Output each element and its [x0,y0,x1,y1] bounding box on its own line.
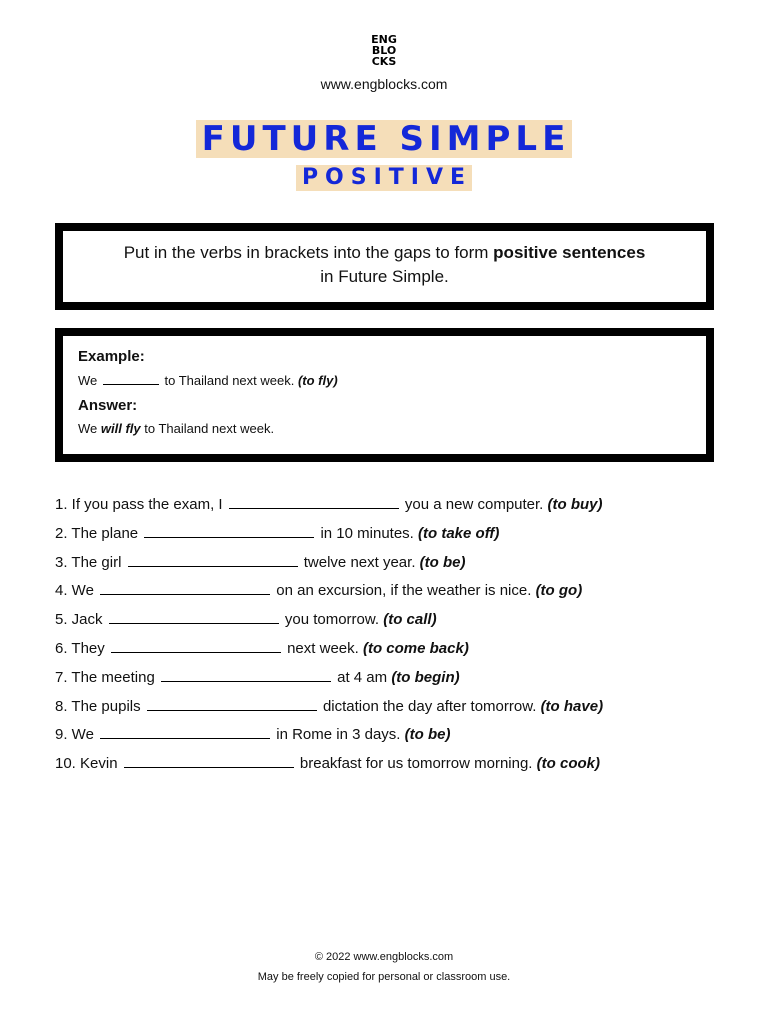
example-blank [103,372,159,385]
item-text: 4. We [55,582,99,600]
footer-copyright: © 2022 www.engblocks.com [314,951,454,963]
subtitle-wrap [0,165,768,191]
answer-blank[interactable] [128,552,298,567]
example-hint: (to fly) [297,373,338,388]
item-text: twelve next year. [299,553,420,571]
item-text: in 10 minutes. [316,524,419,542]
answer-blank[interactable] [100,724,270,739]
exercise-item [55,493,735,522]
instruction-text-2: in Future Simple. [320,267,449,286]
answer-blank[interactable] [109,609,279,624]
answer-bold: will fly [100,421,141,436]
logo-line-2: BLO [371,44,397,57]
exercise-item [55,608,735,637]
instruction-bold: positive sentences [493,243,646,262]
instruction-text: Put in the verbs in brackets into the gaps to form [123,243,494,262]
answer-blank[interactable] [147,696,317,711]
answer-blank[interactable] [124,753,294,768]
page-subtitle: POSITIVE [296,165,472,191]
example-box [55,328,714,462]
item-text: 7. The meeting [55,668,159,686]
item-hint: (to take off) [418,524,500,542]
exercise-item [55,551,735,580]
item-text: breakfast for us tomorrow morning. [295,755,537,773]
answer-blank[interactable] [111,638,281,653]
exercise-list [55,493,735,781]
exercise-item [55,752,735,781]
example-before: We [78,373,101,388]
exercise-item [55,522,735,551]
example-sentence [78,372,706,389]
item-hint: (to call) [383,611,437,629]
answer-before: We [78,421,101,436]
item-hint: (to be) [404,726,451,744]
item-hint: (to buy) [547,496,603,513]
exercise-item [55,666,735,695]
item-hint: (to begin) [391,668,460,686]
exercise-item [55,637,735,666]
item-hint: (to have) [540,697,604,715]
answer-sentence [78,421,706,437]
item-text: you tomorrow. [280,611,384,629]
item-text: 5. Jack [55,611,107,629]
instruction-box [55,223,714,310]
engblocks-logo [0,34,768,67]
answer-blank[interactable] [161,667,331,682]
item-hint: (to cook) [536,755,600,773]
item-text: 10. Kevin [55,755,122,773]
title-wrap [0,120,768,158]
item-text: next week. [282,639,363,657]
exercise-item [55,695,735,724]
logo-line-3: CKS [371,55,397,68]
item-text: on an excursion, if the weather is nice. [272,582,536,600]
answer-blank[interactable] [229,494,399,509]
example-after: to Thailand next week. [160,373,298,388]
item-hint: (to go) [535,582,583,600]
item-hint: (to be) [419,553,466,571]
item-text: 6. They [55,639,109,657]
item-text: dictation the day after tomorrow. [318,697,541,715]
answer-blank[interactable] [100,580,270,595]
item-text: 2. The plane [55,524,143,542]
footer-note: May be freely copied for personal or classroom use. [257,971,511,983]
logo-line-1: ENG [371,33,397,46]
answer-blank[interactable] [144,523,314,538]
item-text: 9. We [55,726,99,744]
item-text: you a new computer. [400,496,548,513]
exercise-item [55,723,735,752]
site-url[interactable]: www.engblocks.com [320,76,448,92]
item-text: at 4 am [332,668,392,686]
answer-label: Answer: [78,397,138,414]
page-title: FUTURE SIMPLE [196,120,573,158]
item-text: in Rome in 3 days. [272,726,405,744]
item-text: 1. If you pass the exam, I [55,496,227,513]
item-text: 3. The girl [55,553,126,571]
example-label: Example: [78,348,145,365]
exercise-item [55,579,735,608]
answer-after: to Thailand next week. [140,421,275,436]
item-hint: (to come back) [362,639,469,657]
item-text: 8. The pupils [55,697,145,715]
